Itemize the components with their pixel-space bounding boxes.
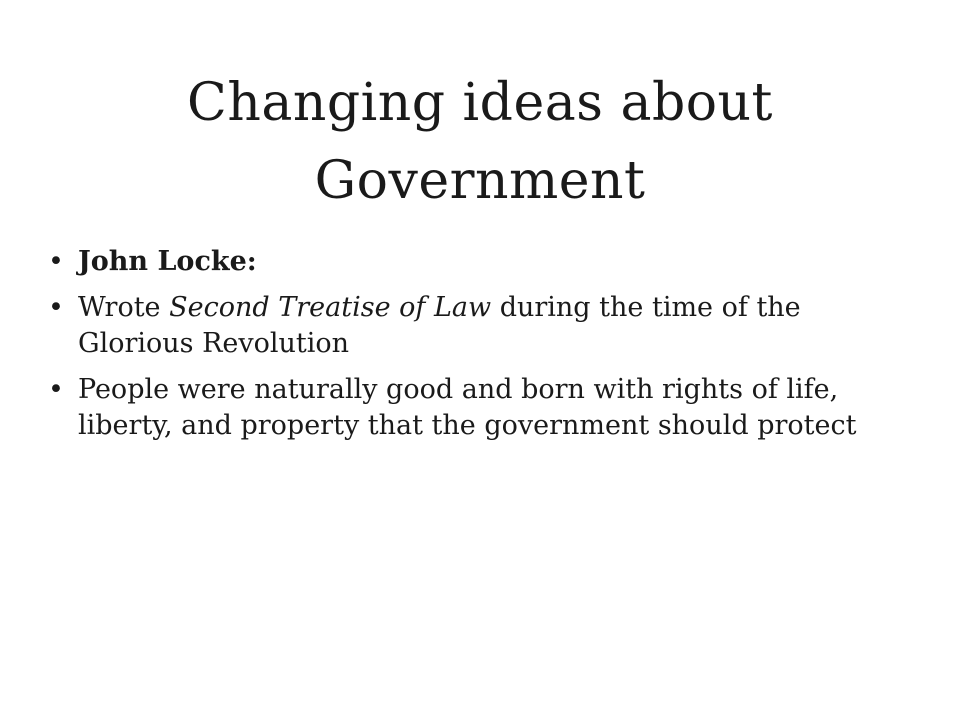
book-title: Second Treatise of Law	[169, 292, 492, 323]
bullet-icon: •	[48, 292, 64, 323]
bullet-text-john-locke: John Locke:	[78, 246, 257, 277]
slide-title: Changing ideas about Government	[187, 73, 773, 211]
bullet-item	[48, 244, 888, 280]
bullet-item	[48, 290, 888, 362]
bullet-list	[48, 244, 888, 454]
bullet-text-prefix: Wrote	[78, 292, 170, 323]
bullet-item	[48, 372, 888, 444]
bullet-icon: •	[48, 246, 64, 277]
bullet-text-suffix: during the time of the Glorious Revolution	[78, 292, 801, 359]
bullet-text-natural-rights: People were naturally good and born with rights of life, liberty, and property that the government should protect	[78, 374, 857, 441]
bullet-icon: •	[48, 374, 64, 405]
